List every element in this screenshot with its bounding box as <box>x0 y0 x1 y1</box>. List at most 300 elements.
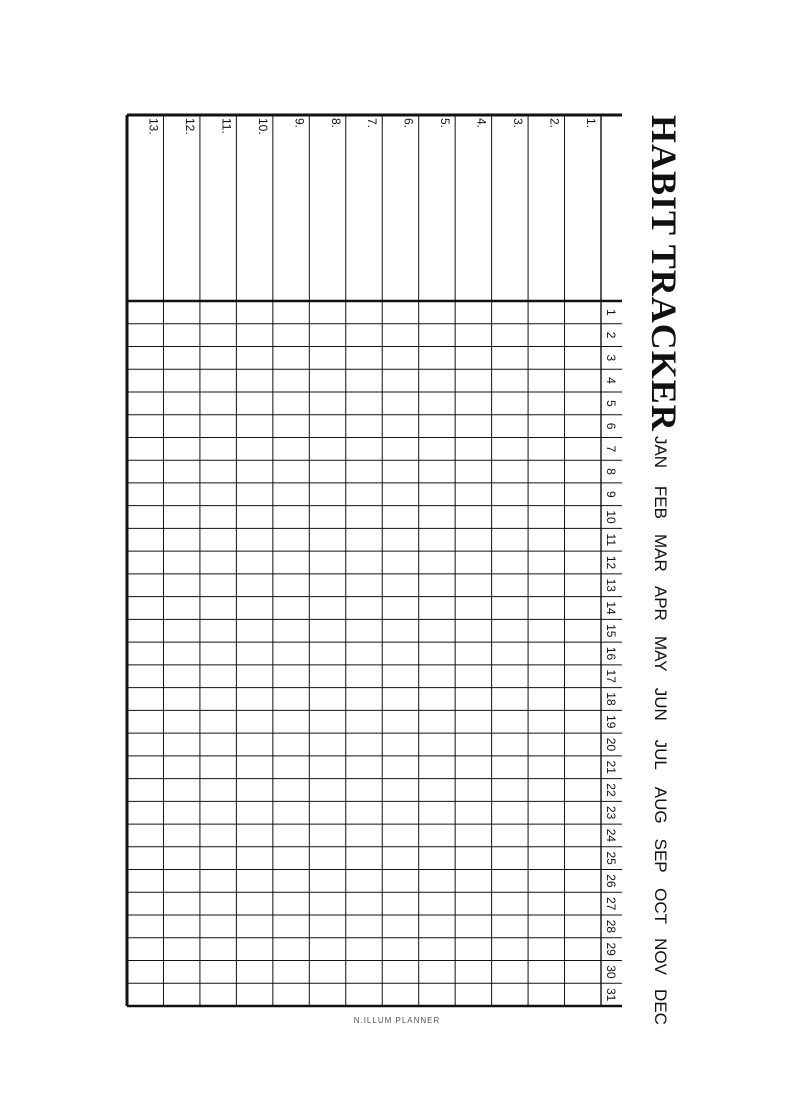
habit-check-cell[interactable] <box>528 642 564 665</box>
habit-check-cell[interactable] <box>236 870 272 893</box>
habit-check-cell[interactable] <box>309 801 345 824</box>
habit-check-cell[interactable] <box>236 301 272 324</box>
habit-check-cell[interactable] <box>309 369 345 392</box>
habit-check-cell[interactable] <box>236 597 272 620</box>
habit-check-cell[interactable] <box>200 688 236 711</box>
habit-check-cell[interactable] <box>346 506 382 529</box>
habit-check-cell[interactable] <box>163 346 199 369</box>
habit-check-cell[interactable] <box>565 551 601 574</box>
habit-check-cell[interactable] <box>492 756 528 779</box>
habit-check-cell[interactable] <box>127 756 163 779</box>
habit-check-cell[interactable] <box>382 733 418 756</box>
habit-check-cell[interactable] <box>236 779 272 802</box>
habit-check-cell[interactable] <box>236 415 272 438</box>
habit-check-cell[interactable] <box>236 938 272 961</box>
month-mar[interactable]: MAR <box>651 534 670 572</box>
habit-check-cell[interactable] <box>528 506 564 529</box>
habit-check-cell[interactable] <box>346 733 382 756</box>
habit-check-cell[interactable] <box>528 665 564 688</box>
habit-check-cell[interactable] <box>273 824 309 847</box>
habit-check-cell[interactable] <box>565 915 601 938</box>
habit-check-cell[interactable] <box>273 915 309 938</box>
habit-check-cell[interactable] <box>419 688 455 711</box>
habit-check-cell[interactable] <box>455 983 491 1006</box>
habit-check-cell[interactable] <box>346 847 382 870</box>
habit-check-cell[interactable] <box>163 915 199 938</box>
habit-check-cell[interactable] <box>127 506 163 529</box>
habit-check-cell[interactable] <box>382 756 418 779</box>
habit-check-cell[interactable] <box>127 551 163 574</box>
habit-check-cell[interactable] <box>382 619 418 642</box>
habit-check-cell[interactable] <box>528 938 564 961</box>
habit-check-cell[interactable] <box>309 983 345 1006</box>
habit-check-cell[interactable] <box>565 961 601 984</box>
habit-check-cell[interactable] <box>163 642 199 665</box>
habit-check-cell[interactable] <box>528 324 564 347</box>
month-jul[interactable]: JUL <box>651 739 670 770</box>
habit-check-cell[interactable] <box>346 710 382 733</box>
habit-check-cell[interactable] <box>565 301 601 324</box>
habit-check-cell[interactable] <box>163 710 199 733</box>
habit-check-cell[interactable] <box>236 733 272 756</box>
habit-check-cell[interactable] <box>419 983 455 1006</box>
habit-check-cell[interactable] <box>492 961 528 984</box>
habit-check-cell[interactable] <box>528 710 564 733</box>
habit-check-cell[interactable] <box>163 415 199 438</box>
habit-check-cell[interactable] <box>382 483 418 506</box>
habit-check-cell[interactable] <box>127 415 163 438</box>
habit-check-cell[interactable] <box>236 801 272 824</box>
habit-check-cell[interactable] <box>163 437 199 460</box>
habit-check-cell[interactable] <box>492 619 528 642</box>
habit-check-cell[interactable] <box>236 824 272 847</box>
habit-check-cell[interactable] <box>127 597 163 620</box>
habit-check-cell[interactable] <box>565 824 601 847</box>
habit-check-cell[interactable] <box>346 574 382 597</box>
habit-check-cell[interactable] <box>419 642 455 665</box>
habit-check-cell[interactable] <box>565 847 601 870</box>
habit-check-cell[interactable] <box>163 870 199 893</box>
habit-check-cell[interactable] <box>455 938 491 961</box>
habit-check-cell[interactable] <box>419 346 455 369</box>
habit-check-cell[interactable] <box>528 528 564 551</box>
habit-check-cell[interactable] <box>492 710 528 733</box>
habit-check-cell[interactable] <box>419 710 455 733</box>
habit-check-cell[interactable] <box>309 733 345 756</box>
habit-check-cell[interactable] <box>455 710 491 733</box>
habit-check-cell[interactable] <box>200 369 236 392</box>
habit-check-cell[interactable] <box>200 346 236 369</box>
habit-check-cell[interactable] <box>273 619 309 642</box>
habit-check-cell[interactable] <box>309 415 345 438</box>
habit-check-cell[interactable] <box>565 437 601 460</box>
habit-check-cell[interactable] <box>528 574 564 597</box>
habit-check-cell[interactable] <box>565 710 601 733</box>
habit-check-cell[interactable] <box>127 437 163 460</box>
habit-check-cell[interactable] <box>163 756 199 779</box>
habit-check-cell[interactable] <box>127 483 163 506</box>
habit-check-cell[interactable] <box>419 528 455 551</box>
habit-check-cell[interactable] <box>528 415 564 438</box>
habit-check-cell[interactable] <box>382 870 418 893</box>
habit-check-cell[interactable] <box>236 710 272 733</box>
habit-check-cell[interactable] <box>565 460 601 483</box>
habit-check-cell[interactable] <box>346 983 382 1006</box>
habit-check-cell[interactable] <box>455 961 491 984</box>
habit-check-cell[interactable] <box>528 392 564 415</box>
habit-check-cell[interactable] <box>200 756 236 779</box>
habit-check-cell[interactable] <box>528 619 564 642</box>
habit-check-cell[interactable] <box>236 551 272 574</box>
habit-check-cell[interactable] <box>419 870 455 893</box>
habit-check-cell[interactable] <box>127 870 163 893</box>
habit-check-cell[interactable] <box>127 369 163 392</box>
habit-check-cell[interactable] <box>346 688 382 711</box>
habit-check-cell[interactable] <box>419 847 455 870</box>
habit-check-cell[interactable] <box>419 301 455 324</box>
habit-check-cell[interactable] <box>273 369 309 392</box>
habit-check-cell[interactable] <box>419 665 455 688</box>
habit-check-cell[interactable] <box>492 437 528 460</box>
habit-check-cell[interactable] <box>309 301 345 324</box>
habit-check-cell[interactable] <box>492 938 528 961</box>
habit-check-cell[interactable] <box>528 733 564 756</box>
habit-check-cell[interactable] <box>273 551 309 574</box>
habit-check-cell[interactable] <box>565 324 601 347</box>
habit-check-cell[interactable] <box>346 301 382 324</box>
habit-check-cell[interactable] <box>565 870 601 893</box>
habit-check-cell[interactable] <box>455 915 491 938</box>
habit-check-cell[interactable] <box>492 460 528 483</box>
habit-check-cell[interactable] <box>565 756 601 779</box>
habit-check-cell[interactable] <box>200 574 236 597</box>
habit-check-cell[interactable] <box>236 574 272 597</box>
habit-check-cell[interactable] <box>382 892 418 915</box>
habit-check-cell[interactable] <box>200 710 236 733</box>
habit-check-cell[interactable] <box>163 733 199 756</box>
habit-check-cell[interactable] <box>528 892 564 915</box>
habit-check-cell[interactable] <box>273 779 309 802</box>
habit-check-cell[interactable] <box>565 597 601 620</box>
habit-check-cell[interactable] <box>273 847 309 870</box>
habit-check-cell[interactable] <box>528 961 564 984</box>
habit-check-cell[interactable] <box>346 756 382 779</box>
habit-check-cell[interactable] <box>419 369 455 392</box>
habit-check-cell[interactable] <box>346 915 382 938</box>
habit-check-cell[interactable] <box>273 597 309 620</box>
habit-check-cell[interactable] <box>127 688 163 711</box>
habit-check-cell[interactable] <box>419 779 455 802</box>
habit-check-cell[interactable] <box>565 483 601 506</box>
habit-check-cell[interactable] <box>492 847 528 870</box>
month-dec[interactable]: DEC <box>651 989 670 1025</box>
habit-check-cell[interactable] <box>309 551 345 574</box>
habit-check-cell[interactable] <box>382 801 418 824</box>
habit-check-cell[interactable] <box>382 369 418 392</box>
habit-check-cell[interactable] <box>346 346 382 369</box>
habit-check-cell[interactable] <box>455 483 491 506</box>
month-sep[interactable]: SEP <box>651 838 670 873</box>
habit-check-cell[interactable] <box>382 710 418 733</box>
habit-check-cell[interactable] <box>163 369 199 392</box>
habit-check-cell[interactable] <box>382 779 418 802</box>
habit-check-cell[interactable] <box>200 551 236 574</box>
habit-check-cell[interactable] <box>492 801 528 824</box>
habit-check-cell[interactable] <box>163 779 199 802</box>
habit-check-cell[interactable] <box>163 597 199 620</box>
habit-check-cell[interactable] <box>346 528 382 551</box>
habit-check-cell[interactable] <box>127 528 163 551</box>
habit-check-cell[interactable] <box>163 824 199 847</box>
habit-check-cell[interactable] <box>528 483 564 506</box>
habit-check-cell[interactable] <box>127 733 163 756</box>
habit-check-cell[interactable] <box>492 642 528 665</box>
habit-check-cell[interactable] <box>419 801 455 824</box>
habit-check-cell[interactable] <box>273 801 309 824</box>
habit-check-cell[interactable] <box>455 892 491 915</box>
habit-check-cell[interactable] <box>309 324 345 347</box>
habit-check-cell[interactable] <box>163 938 199 961</box>
habit-check-cell[interactable] <box>127 619 163 642</box>
habit-check-cell[interactable] <box>346 437 382 460</box>
habit-check-cell[interactable] <box>309 688 345 711</box>
habit-check-cell[interactable] <box>163 892 199 915</box>
habit-check-cell[interactable] <box>382 392 418 415</box>
habit-check-cell[interactable] <box>163 392 199 415</box>
habit-check-cell[interactable] <box>455 551 491 574</box>
habit-check-cell[interactable] <box>163 301 199 324</box>
habit-check-cell[interactable] <box>273 688 309 711</box>
habit-check-cell[interactable] <box>127 710 163 733</box>
habit-check-cell[interactable] <box>163 983 199 1006</box>
habit-check-cell[interactable] <box>127 801 163 824</box>
habit-check-cell[interactable] <box>455 779 491 802</box>
habit-check-cell[interactable] <box>273 460 309 483</box>
habit-check-cell[interactable] <box>492 665 528 688</box>
month-jun[interactable]: JUN <box>651 687 670 721</box>
habit-check-cell[interactable] <box>492 551 528 574</box>
habit-check-cell[interactable] <box>200 597 236 620</box>
habit-check-cell[interactable] <box>200 665 236 688</box>
habit-check-cell[interactable] <box>127 938 163 961</box>
habit-check-cell[interactable] <box>528 756 564 779</box>
habit-check-cell[interactable] <box>492 415 528 438</box>
habit-check-cell[interactable] <box>528 870 564 893</box>
habit-check-cell[interactable] <box>382 551 418 574</box>
habit-check-cell[interactable] <box>309 756 345 779</box>
habit-check-cell[interactable] <box>163 551 199 574</box>
habit-check-cell[interactable] <box>273 756 309 779</box>
habit-check-cell[interactable] <box>163 460 199 483</box>
habit-check-cell[interactable] <box>492 870 528 893</box>
habit-check-cell[interactable] <box>127 824 163 847</box>
habit-check-cell[interactable] <box>127 574 163 597</box>
habit-check-cell[interactable] <box>200 779 236 802</box>
habit-check-cell[interactable] <box>273 961 309 984</box>
habit-check-cell[interactable] <box>492 892 528 915</box>
habit-check-cell[interactable] <box>382 983 418 1006</box>
habit-check-cell[interactable] <box>346 460 382 483</box>
habit-check-cell[interactable] <box>565 528 601 551</box>
habit-check-cell[interactable] <box>309 961 345 984</box>
habit-check-cell[interactable] <box>528 983 564 1006</box>
habit-check-cell[interactable] <box>200 460 236 483</box>
month-apr[interactable]: APR <box>651 585 670 621</box>
habit-check-cell[interactable] <box>346 665 382 688</box>
habit-check-cell[interactable] <box>565 688 601 711</box>
habit-check-cell[interactable] <box>163 619 199 642</box>
habit-check-cell[interactable] <box>565 983 601 1006</box>
habit-check-cell[interactable] <box>309 392 345 415</box>
habit-check-cell[interactable] <box>127 779 163 802</box>
habit-check-cell[interactable] <box>455 392 491 415</box>
habit-check-cell[interactable] <box>528 346 564 369</box>
habit-check-cell[interactable] <box>346 642 382 665</box>
habit-check-cell[interactable] <box>200 824 236 847</box>
habit-check-cell[interactable] <box>419 597 455 620</box>
habit-check-cell[interactable] <box>455 756 491 779</box>
habit-check-cell[interactable] <box>565 938 601 961</box>
habit-check-cell[interactable] <box>346 619 382 642</box>
habit-check-cell[interactable] <box>273 938 309 961</box>
habit-check-cell[interactable] <box>419 392 455 415</box>
habit-check-cell[interactable] <box>273 437 309 460</box>
month-oct[interactable]: OCT <box>651 888 670 925</box>
habit-check-cell[interactable] <box>127 892 163 915</box>
habit-check-cell[interactable] <box>528 915 564 938</box>
habit-check-cell[interactable] <box>163 483 199 506</box>
habit-check-cell[interactable] <box>455 506 491 529</box>
habit-check-cell[interactable] <box>273 642 309 665</box>
habit-check-cell[interactable] <box>346 324 382 347</box>
habit-check-cell[interactable] <box>200 483 236 506</box>
habit-check-cell[interactable] <box>455 301 491 324</box>
habit-check-cell[interactable] <box>455 324 491 347</box>
habit-check-cell[interactable] <box>455 665 491 688</box>
habit-check-cell[interactable] <box>236 847 272 870</box>
habit-check-cell[interactable] <box>200 733 236 756</box>
habit-check-cell[interactable] <box>492 346 528 369</box>
habit-check-cell[interactable] <box>492 597 528 620</box>
habit-check-cell[interactable] <box>236 528 272 551</box>
habit-check-cell[interactable] <box>419 483 455 506</box>
habit-check-cell[interactable] <box>492 983 528 1006</box>
habit-check-cell[interactable] <box>455 460 491 483</box>
habit-check-cell[interactable] <box>419 551 455 574</box>
habit-check-cell[interactable] <box>492 733 528 756</box>
habit-check-cell[interactable] <box>382 847 418 870</box>
habit-check-cell[interactable] <box>236 392 272 415</box>
habit-check-cell[interactable] <box>455 437 491 460</box>
habit-check-cell[interactable] <box>200 915 236 938</box>
habit-check-cell[interactable] <box>236 437 272 460</box>
habit-check-cell[interactable] <box>382 460 418 483</box>
habit-check-cell[interactable] <box>455 688 491 711</box>
habit-check-cell[interactable] <box>200 642 236 665</box>
habit-check-cell[interactable] <box>528 460 564 483</box>
habit-check-cell[interactable] <box>382 938 418 961</box>
habit-check-cell[interactable] <box>346 483 382 506</box>
habit-check-cell[interactable] <box>382 915 418 938</box>
habit-check-cell[interactable] <box>127 392 163 415</box>
habit-check-cell[interactable] <box>528 847 564 870</box>
habit-check-cell[interactable] <box>565 574 601 597</box>
habit-check-cell[interactable] <box>273 415 309 438</box>
habit-check-cell[interactable] <box>309 619 345 642</box>
habit-check-cell[interactable] <box>236 756 272 779</box>
habit-check-cell[interactable] <box>309 506 345 529</box>
month-jan[interactable]: JAN <box>651 435 670 469</box>
habit-check-cell[interactable] <box>309 938 345 961</box>
habit-check-cell[interactable] <box>565 779 601 802</box>
habit-check-cell[interactable] <box>200 528 236 551</box>
habit-check-cell[interactable] <box>455 597 491 620</box>
habit-check-cell[interactable] <box>236 324 272 347</box>
habit-check-cell[interactable] <box>565 506 601 529</box>
habit-check-cell[interactable] <box>492 915 528 938</box>
habit-check-cell[interactable] <box>273 528 309 551</box>
habit-check-cell[interactable] <box>382 415 418 438</box>
habit-check-cell[interactable] <box>492 528 528 551</box>
habit-check-cell[interactable] <box>200 324 236 347</box>
habit-check-cell[interactable] <box>309 483 345 506</box>
habit-check-cell[interactable] <box>127 961 163 984</box>
habit-check-cell[interactable] <box>309 346 345 369</box>
habit-check-cell[interactable] <box>346 551 382 574</box>
habit-check-cell[interactable] <box>565 415 601 438</box>
habit-check-cell[interactable] <box>455 801 491 824</box>
habit-check-cell[interactable] <box>163 574 199 597</box>
habit-check-cell[interactable] <box>455 369 491 392</box>
habit-check-cell[interactable] <box>200 983 236 1006</box>
habit-check-cell[interactable] <box>528 551 564 574</box>
habit-check-cell[interactable] <box>163 961 199 984</box>
habit-check-cell[interactable] <box>492 688 528 711</box>
habit-check-cell[interactable] <box>492 369 528 392</box>
habit-check-cell[interactable] <box>455 847 491 870</box>
habit-check-cell[interactable] <box>200 619 236 642</box>
habit-check-cell[interactable] <box>492 779 528 802</box>
habit-check-cell[interactable] <box>127 847 163 870</box>
habit-check-cell[interactable] <box>346 892 382 915</box>
habit-check-cell[interactable] <box>309 892 345 915</box>
habit-check-cell[interactable] <box>236 346 272 369</box>
habit-check-cell[interactable] <box>419 460 455 483</box>
habit-check-cell[interactable] <box>236 642 272 665</box>
habit-check-cell[interactable] <box>419 324 455 347</box>
habit-check-cell[interactable] <box>273 892 309 915</box>
habit-check-cell[interactable] <box>346 801 382 824</box>
habit-check-cell[interactable] <box>127 346 163 369</box>
habit-check-cell[interactable] <box>528 597 564 620</box>
habit-check-cell[interactable] <box>236 961 272 984</box>
habit-check-cell[interactable] <box>382 665 418 688</box>
habit-check-cell[interactable] <box>492 824 528 847</box>
habit-check-cell[interactable] <box>419 574 455 597</box>
habit-check-cell[interactable] <box>309 460 345 483</box>
habit-check-cell[interactable] <box>346 597 382 620</box>
habit-check-cell[interactable] <box>163 528 199 551</box>
habit-check-cell[interactable] <box>346 938 382 961</box>
habit-check-cell[interactable] <box>382 574 418 597</box>
habit-check-cell[interactable] <box>492 324 528 347</box>
habit-check-cell[interactable] <box>528 801 564 824</box>
habit-check-cell[interactable] <box>565 665 601 688</box>
habit-check-cell[interactable] <box>200 415 236 438</box>
habit-check-cell[interactable] <box>200 301 236 324</box>
habit-check-cell[interactable] <box>236 506 272 529</box>
habit-check-cell[interactable] <box>419 824 455 847</box>
